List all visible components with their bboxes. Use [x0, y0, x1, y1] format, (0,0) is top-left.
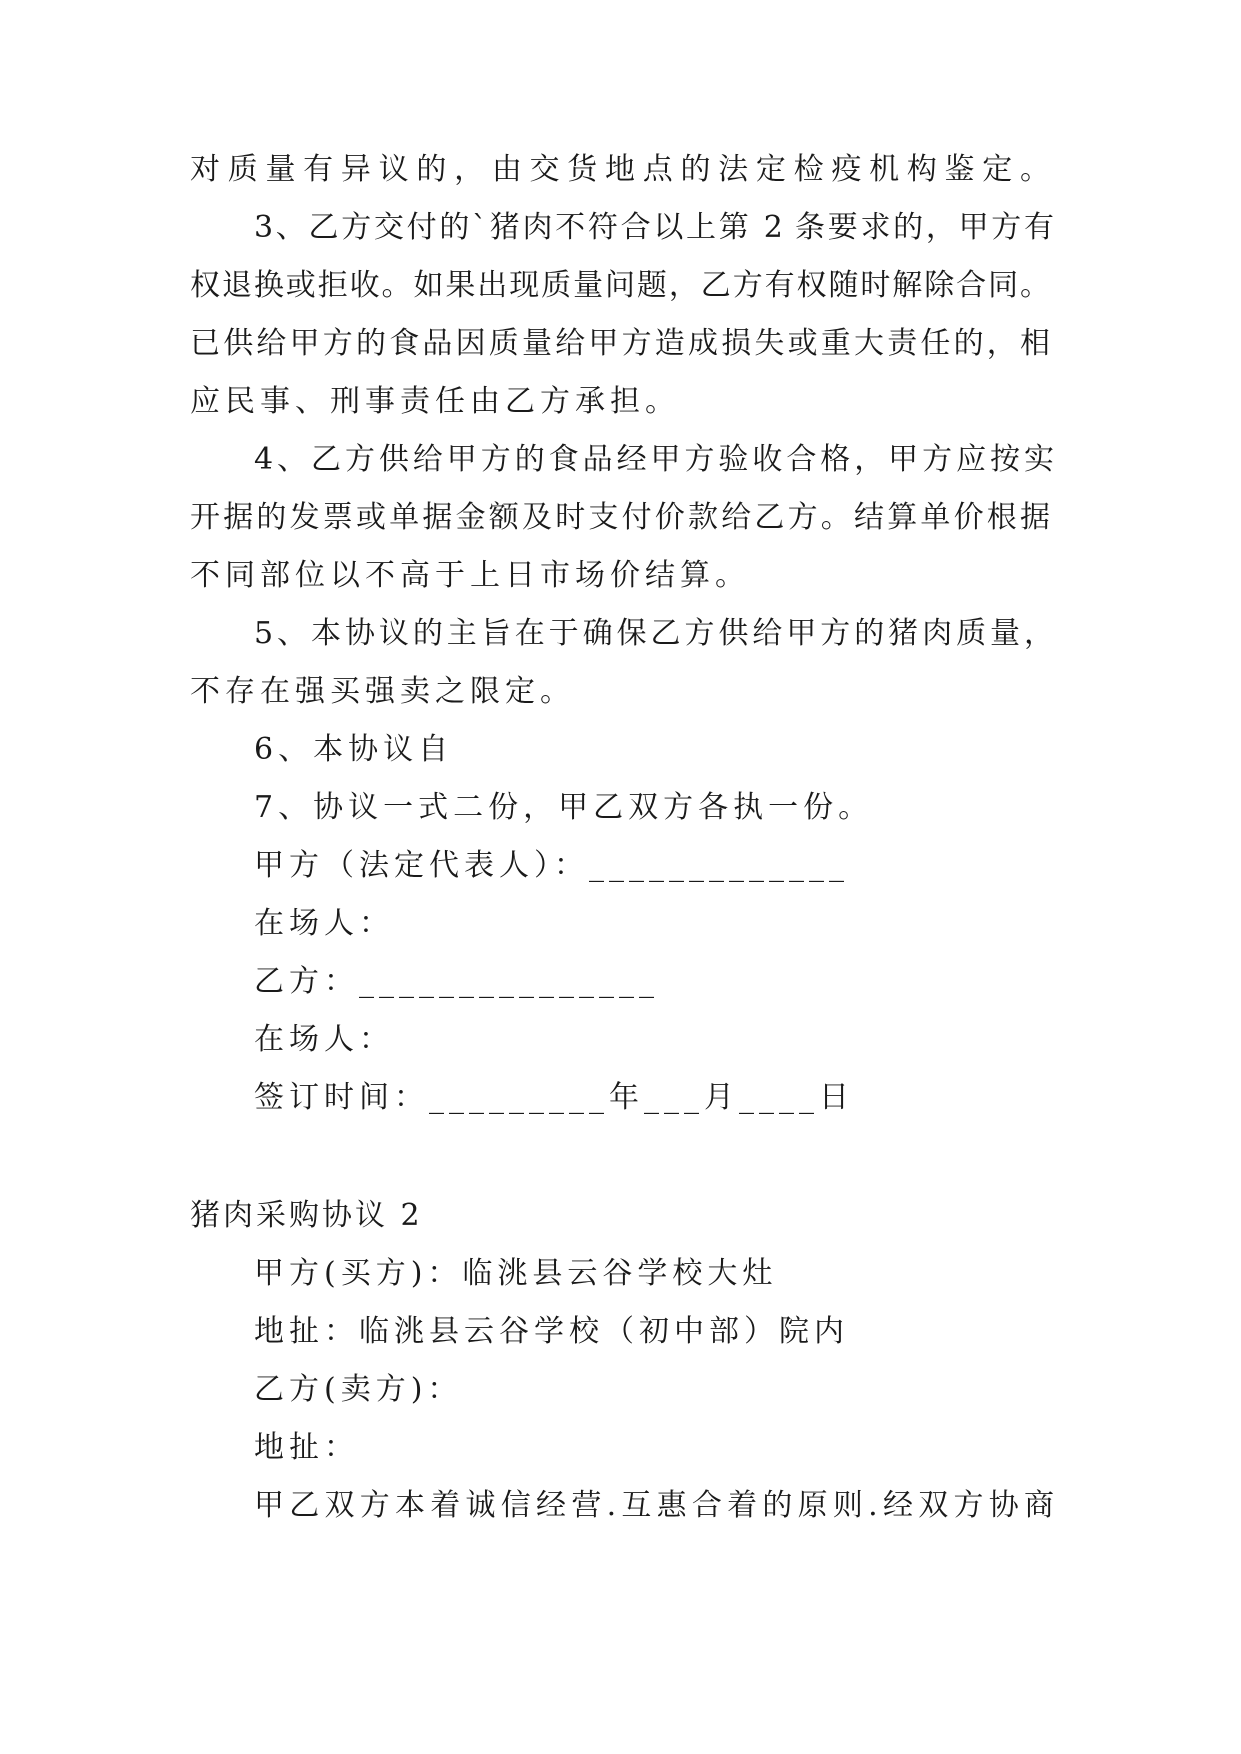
clause-5-line: 5、本协议的主旨在于确保乙方供给甲方的猪肉质量， [254, 616, 1054, 651]
clause-4-line: 4、乙方供给甲方的食品经甲方验收合格，甲方应按实 [254, 442, 1054, 477]
paragraph-line: 甲乙双方本着诚信经营.互惠合着的原则.经双方协商 [254, 1488, 1054, 1523]
paragraph-line: 不同部位以不高于上日市场价结算。 [190, 558, 750, 593]
witness-line: 在场人： [254, 1022, 394, 1057]
party-b-signature-line: 乙方：_______________ [254, 964, 659, 999]
paragraph-line: 不存在强买强卖之限定。 [190, 674, 575, 709]
signing-date-line: 签订时间：_________年___月____日 [254, 1080, 854, 1115]
clause-3-line: 3、乙方交付的`猪肉不符合以上第 2 条要求的，甲方有 [254, 210, 1054, 245]
party-a-address-line: 地扯：临洮县云谷学校（初中部）院内 [254, 1314, 849, 1349]
paragraph-line: 对质量有异议的，由交货地点的法定检疫机构鉴定。 [190, 152, 1050, 187]
party-a-signature-line: 甲方（法定代表人）：_____________ [254, 848, 849, 883]
party-b-seller-line: 乙方(卖方)： [254, 1372, 463, 1407]
party-b-address-line: 地扯： [254, 1430, 359, 1465]
paragraph-line: 权退换或拒收。如果出现质量问题，乙方有权随时解除合同。 [190, 268, 1050, 303]
agreement-2-title: 猪肉采购协议 2 [190, 1198, 423, 1233]
clause-6-line: 6、本协议自 [254, 732, 454, 767]
paragraph-line: 开据的发票或单据金额及时支付价款给乙方。结算单价根据 [190, 500, 1050, 535]
witness-line: 在场人： [254, 906, 394, 941]
paragraph-line: 已供给甲方的食品因质量给甲方造成损失或重大责任的，相 [190, 326, 1050, 361]
paragraph-line: 应民事、刑事责任由乙方承担。 [190, 384, 680, 419]
clause-7-line: 7、协议一式二份，甲乙双方各执一份。 [254, 790, 874, 825]
party-a-buyer-line: 甲方(买方)：临洮县云谷学校大灶 [254, 1256, 778, 1291]
